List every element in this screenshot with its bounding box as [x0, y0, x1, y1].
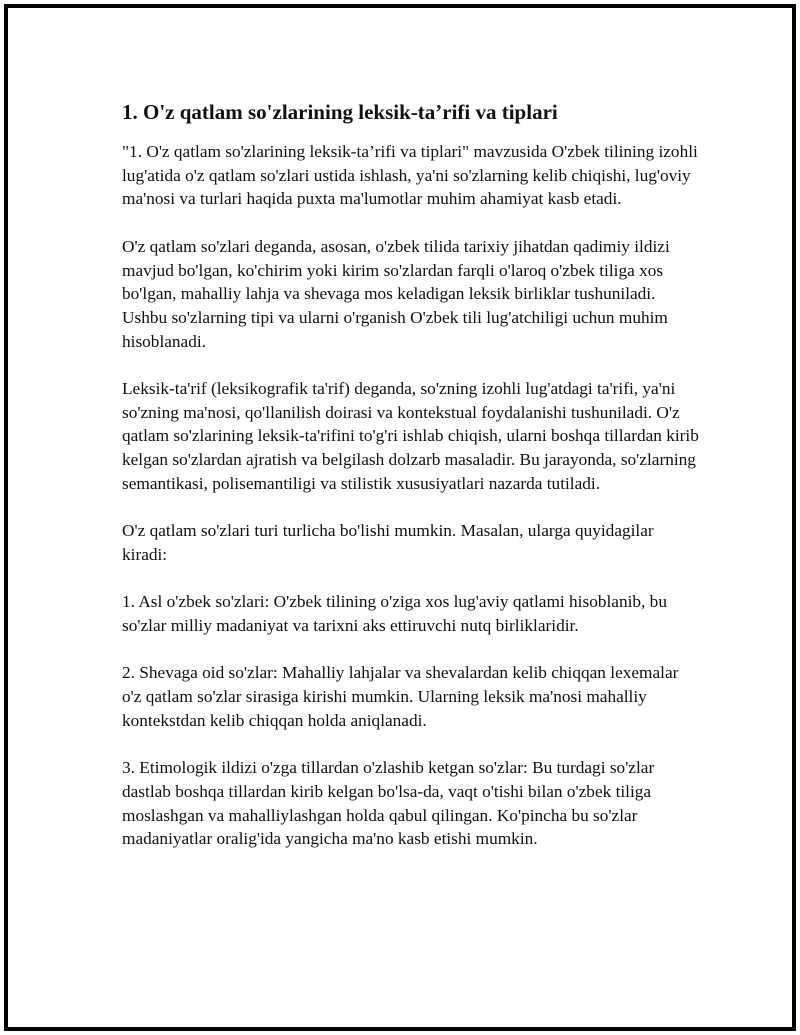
paragraph-intro: "1. O'z qatlam so'zlarining leksik-ta’rifi va tiplari" mavzusida O'zbek tilining izohli lug'atida o'z qatlam so'zlari ustida ishlash, ya'ni so'zlarning kelib chiqishi, lug'oviy ma'nosi va turlari haqida puxta ma'lumotlar muhim ahamiyat kasb etadi.	[122, 142, 698, 209]
document-title: 1. O'z qatlam so'zlarining leksik-ta’rifi va tiplari	[122, 100, 558, 124]
paragraph-definition: O'z qatlam so'zlari deganda, asosan, o'zbek tilida tarixiy jihatdan qadimiy ildizi mavjud bo'lgan, ko'chirim yoki kirim so'zlardan farqli o'laroq o'zbek tiliga xos bo'lgan, mahalliy lahja va shevaga mos keladigan leksik birliklar tushuniladi. Ushbu so'zlarning tipi va ularni o'rganish O'zbek tili lug'atchiligi uchun muhim hisoblanadi.	[122, 236, 670, 351]
document-body	[122, 98, 702, 875]
paragraph-type-1: 1. Asl o'zbek so'zlari: O'zbek tilining o'ziga xos lug'aviy qatlami hisoblanib, bu so'zlar milliy madaniyat va tarixni aks ettiruvchi nutq birliklaridir.	[122, 592, 667, 635]
paragraph-lexical-definition: Leksik-ta'rif (leksikografik ta'rif) deganda, so'zning izohli lug'atdagi ta'rifi, ya'ni so'zning ma'nosi, qo'llanilish doirasi va kontekstual foydalanishi tushuniladi. O'z qatlam so'zlarining leksik-ta'rifini to'g'ri ishlab chiqish, ularni boshqa tillardan kirib kelgan so'zlardan ajratish va belgilash dolzarb masaladir. Bu jarayonda, so'zlarning semantikasi, polisemantiligi va stilistik xususiyatlari nazarda tutiladi.	[122, 379, 699, 493]
page-frame	[4, 4, 796, 1031]
paragraph-type-3: 3. Etimologik ildizi o'zga tillardan o'zlashib ketgan so'zlar: Bu turdagi so'zlar dastlab boshqa tillardan kirib kelgan bo'lsa-da, vaqt o'tishi bilan o'zbek tiliga moslashgan va mahalliylashgan holda qabul qilingan. Ko'pincha bu so'zlar madaniyatlar oralig'ida yangicha ma'no kasb etishi mumkin.	[122, 758, 655, 849]
paragraph-types-intro: O'z qatlam so'zlari turi turlicha bo'lishi mumkin. Masalan, ularga quyidagilar kiradi:	[122, 521, 654, 564]
paragraph-type-2: 2. Shevaga oid so'zlar: Mahalliy lahjalar va shevalardan kelib chiqqan lexemalar o'z qatlam so'zlar sirasiga kirishi mumkin. Ularning leksik ma'nosi mahalliy kontekstdan kelib chiqqan holda aniqlanadi.	[122, 663, 679, 730]
